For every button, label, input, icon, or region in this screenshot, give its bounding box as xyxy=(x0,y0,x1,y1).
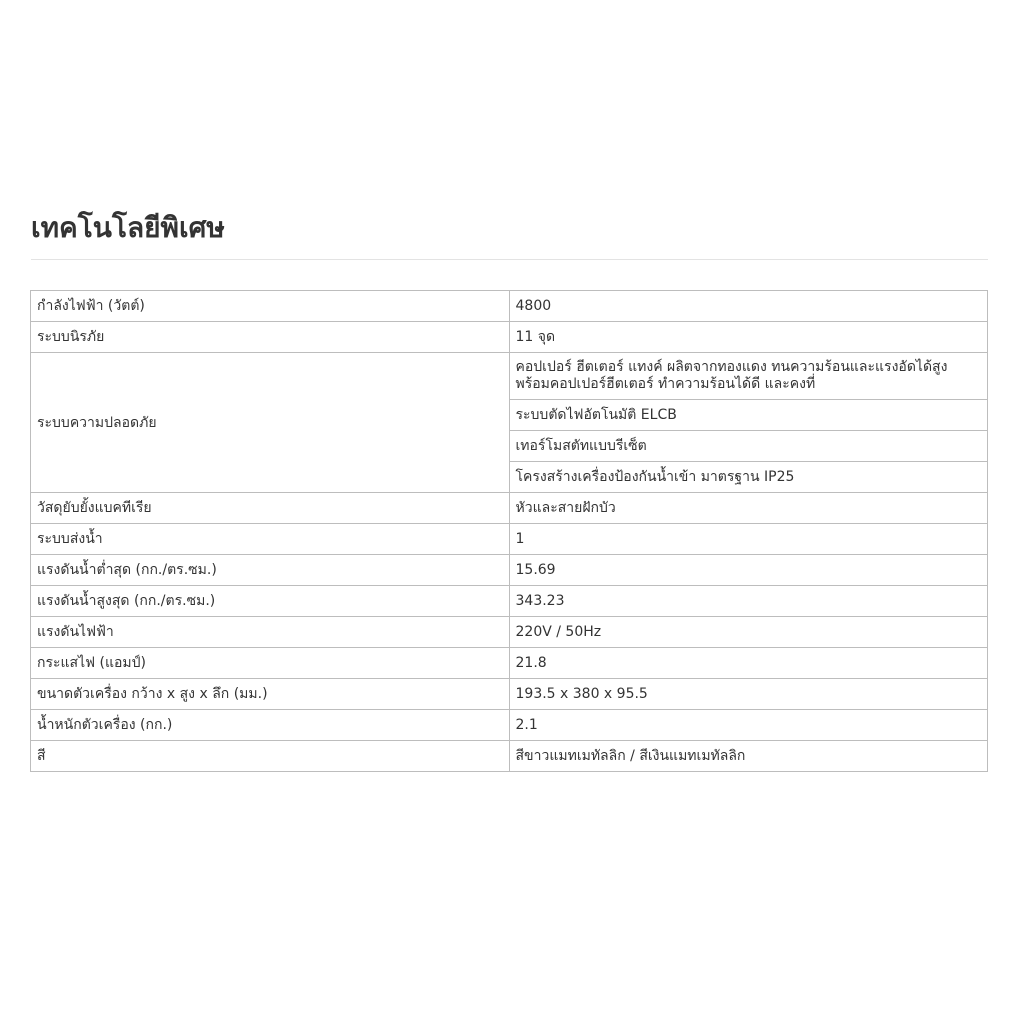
spec-label: แรงดันไฟฟ้า xyxy=(31,617,510,648)
spec-label: กำลังไฟฟ้า (วัตต์) xyxy=(31,291,510,322)
spec-value: 21.8 xyxy=(509,648,988,679)
spec-value: 1 xyxy=(509,524,988,555)
spec-label: วัสดุยับยั้งแบคทีเรีย xyxy=(31,493,510,524)
spec-label: ระบบนิรภัย xyxy=(31,322,510,353)
title-divider xyxy=(31,259,988,260)
spec-label: สี xyxy=(31,741,510,772)
table-row-current xyxy=(31,648,988,679)
section-title: เทคโนโลยีพิเศษ xyxy=(31,211,225,244)
spec-label: แรงดันน้ำสูงสุด (กก./ตร.ซม.) xyxy=(31,586,510,617)
spec-value: 220V / 50Hz xyxy=(509,617,988,648)
table-row-weight xyxy=(31,710,988,741)
table-row-color xyxy=(31,741,988,772)
spec-value: สีขาวแมทเมทัลลิก / สีเงินแมทเมทัลลิก xyxy=(509,741,988,772)
spec-value: โครงสร้างเครื่องป้องกันน้ำเข้า มาตรฐาน IP25 xyxy=(509,462,988,493)
spec-value: 2.1 xyxy=(509,710,988,741)
table-row-dimensions xyxy=(31,679,988,710)
table-row-min-pressure xyxy=(31,555,988,586)
spec-value: 11 จุด xyxy=(509,322,988,353)
spec-value: 15.69 xyxy=(509,555,988,586)
table-row-max-pressure xyxy=(31,586,988,617)
spec-label: กระแสไฟ (แอมป์) xyxy=(31,648,510,679)
spec-value: ระบบตัดไฟอัตโนมัติ ELCB xyxy=(509,400,988,431)
spec-label: ระบบส่งน้ำ xyxy=(31,524,510,555)
spec-label: ระบบความปลอดภัย xyxy=(31,353,510,493)
table-row-voltage xyxy=(31,617,988,648)
spec-label: ขนาดตัวเครื่อง กว้าง x สูง x ลึก (มม.) xyxy=(31,679,510,710)
spec-value: คอปเปอร์ ฮีตเตอร์ แทงค์ ผลิตจากทองแดง ทนความร้อนและแรงอัดได้สูง พร้อมคอปเปอร์ฮีตเตอร์ ทำความร้อนได้ดี และคงที่ xyxy=(509,353,988,400)
table-row-water-outlets xyxy=(31,524,988,555)
spec-value: 343.23 xyxy=(509,586,988,617)
table-row-antibacterial xyxy=(31,493,988,524)
spec-value: 4800 xyxy=(509,291,988,322)
spec-value: เทอร์โมสตัทแบบรีเซ็ต xyxy=(509,431,988,462)
spec-table xyxy=(30,290,988,772)
table-row-safety-system xyxy=(31,353,988,400)
spec-value: หัวและสายฝักบัว xyxy=(509,493,988,524)
table-row-power xyxy=(31,291,988,322)
spec-value: 193.5 x 380 x 95.5 xyxy=(509,679,988,710)
table-row-safety-points xyxy=(31,322,988,353)
spec-label: แรงดันน้ำต่ำสุด (กก./ตร.ซม.) xyxy=(31,555,510,586)
spec-label: น้ำหนักตัวเครื่อง (กก.) xyxy=(31,710,510,741)
